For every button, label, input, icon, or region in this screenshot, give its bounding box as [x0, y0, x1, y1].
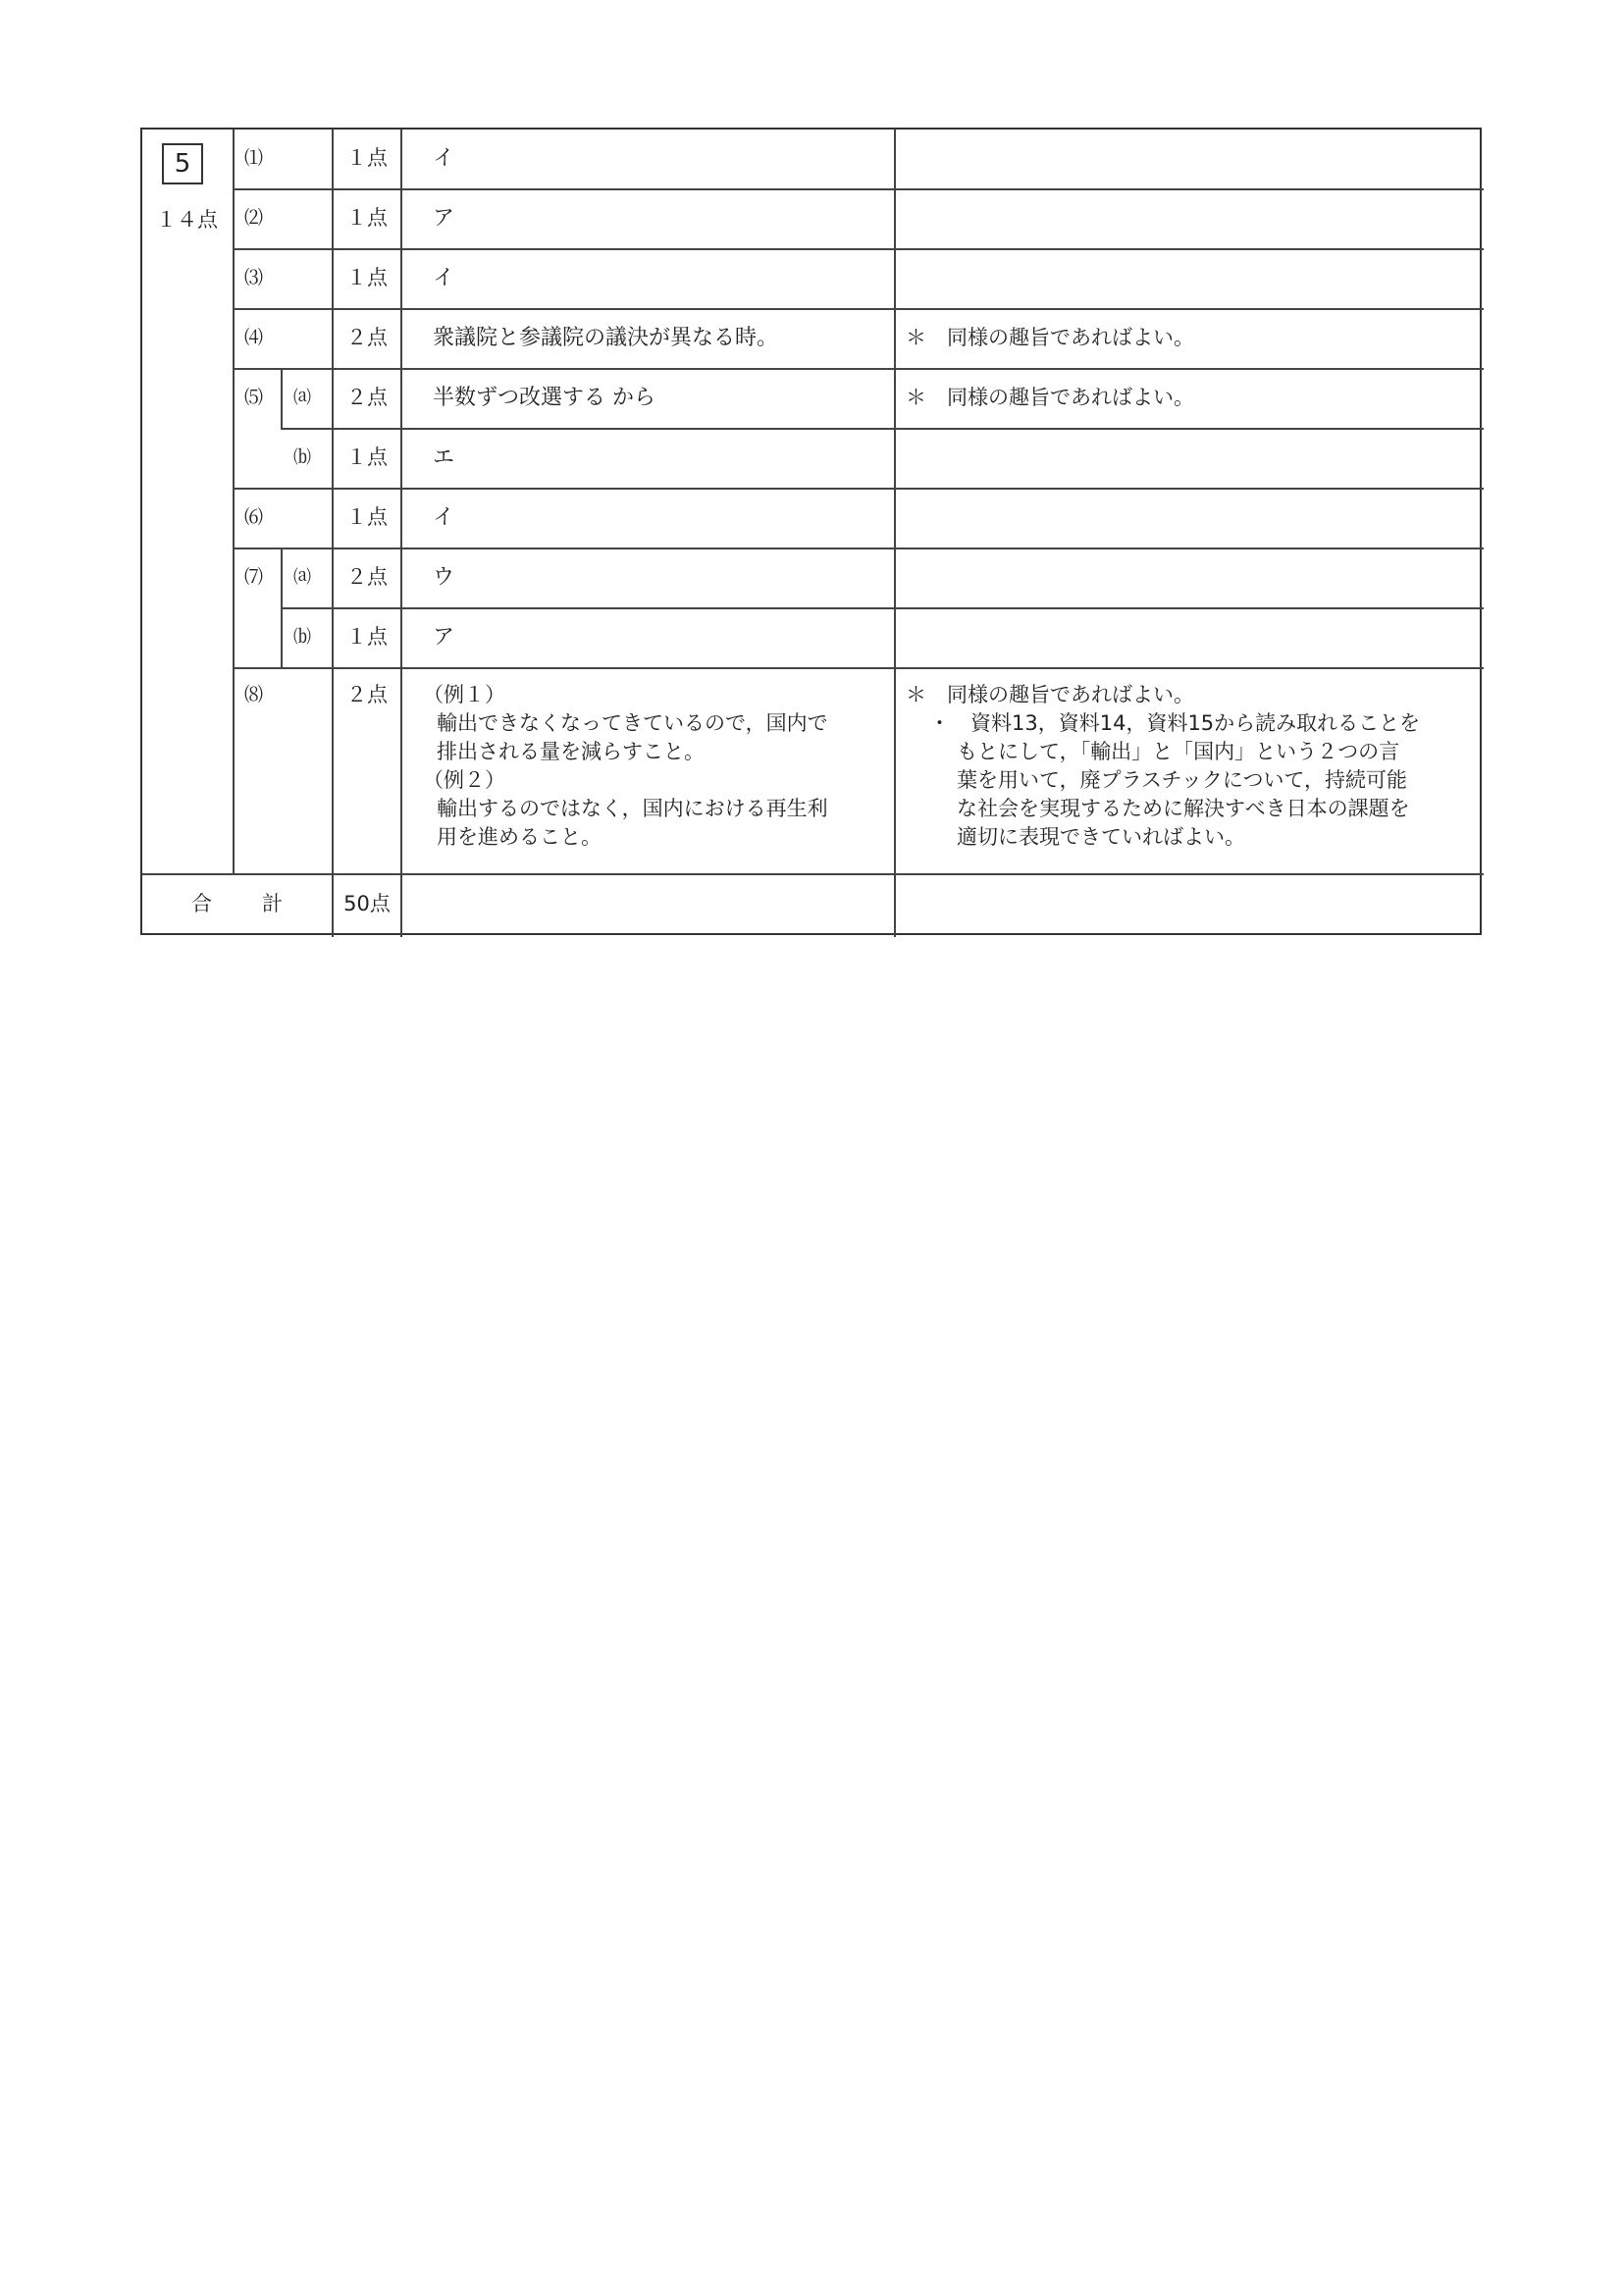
answer-line: （例２）: [423, 768, 505, 792]
points-cell: ２点: [346, 565, 388, 589]
question-number: ⑶: [244, 267, 264, 288]
section-total-points: １４点: [156, 208, 218, 232]
question-number: ⑺: [244, 566, 264, 588]
answer-cell: 半数ずつ改選する から: [433, 386, 655, 410]
answer-cell: イ: [433, 266, 455, 290]
answer-line: 輸出できなくなってきているので，国内で: [437, 711, 828, 735]
question-number: ⑹: [244, 506, 264, 528]
points-cell: ２点: [346, 326, 388, 349]
note-line: な社会を実現するために解決すべき日本の課題を: [957, 797, 1410, 820]
note-line: 葉を用いて，廃プラスチックについて，持続可能: [957, 768, 1408, 792]
question-number: ⑸: [244, 387, 264, 408]
divider-h: [233, 667, 1484, 669]
note-line: ・ 資料13，資料14，資料15から読み取れることを: [929, 711, 1421, 735]
question-number: ⑻: [244, 684, 264, 705]
subquestion-label: ⒜: [293, 388, 311, 408]
divider-v-points: [332, 130, 334, 937]
subquestion-label: ⒝: [293, 627, 311, 648]
answer-cell: イ: [433, 505, 455, 530]
points-cell: ２点: [346, 683, 388, 706]
points-cell: １点: [346, 625, 388, 649]
total-label-2: 計: [262, 892, 283, 915]
divider-h: [233, 308, 1484, 310]
points-cell: ２点: [346, 386, 388, 409]
answer-cell: エ: [433, 445, 455, 470]
divider-h: [281, 428, 1484, 430]
divider-h: [233, 248, 1484, 250]
answer-cell: ア: [433, 625, 455, 650]
note-cell: ＊ 同様の趣旨であればよい。: [906, 386, 1194, 409]
divider-v-qcol: [233, 130, 235, 873]
points-cell: １点: [346, 445, 388, 469]
divider-h-total: [142, 873, 1484, 875]
subquestion-label: ⒝: [293, 447, 311, 468]
answer-line: 用を進めること。: [437, 825, 602, 849]
question-number: ⑴: [244, 147, 264, 169]
total-label-1: 合: [191, 892, 212, 915]
divider-h: [233, 548, 1484, 549]
answer-cell: ウ: [433, 565, 455, 590]
divider-h: [281, 607, 1484, 609]
question-number: ⑷: [244, 327, 264, 348]
subquestion-label: ⒜: [293, 567, 311, 588]
note-cell: ＊ 同様の趣旨であればよい。: [906, 326, 1194, 349]
note-line: もとにして，「輸出」と「国内」という２つの言: [957, 740, 1400, 763]
points-cell: １点: [346, 146, 388, 170]
divider-h: [233, 488, 1484, 490]
points-cell: １点: [346, 206, 388, 230]
answer-cell: ア: [433, 206, 455, 231]
divider-h: [233, 188, 1484, 190]
note-line: ＊ 同様の趣旨であればよい。: [906, 683, 1194, 706]
answer-line: （例１）: [423, 683, 505, 706]
answer-line: 排出される量を減らすこと。: [437, 740, 705, 763]
answer-cell: イ: [433, 146, 455, 171]
total-points: 50点: [343, 892, 391, 915]
divider-v-note: [894, 130, 896, 937]
points-cell: １点: [346, 266, 388, 289]
answer-cell: 衆議院と参議院の議決が異なる時。: [433, 326, 779, 350]
divider-v-subcol: [281, 368, 283, 428]
divider-v-answer: [400, 130, 402, 937]
section-number-box: 5: [162, 143, 203, 184]
divider-h: [233, 368, 1484, 370]
points-cell: １点: [346, 505, 388, 529]
question-number: ⑵: [244, 207, 264, 229]
scoring-table: [140, 128, 1482, 935]
note-line: 適切に表現できていればよい。: [957, 825, 1245, 849]
answer-line: 輸出するのではなく，国内における再生利: [437, 797, 828, 820]
